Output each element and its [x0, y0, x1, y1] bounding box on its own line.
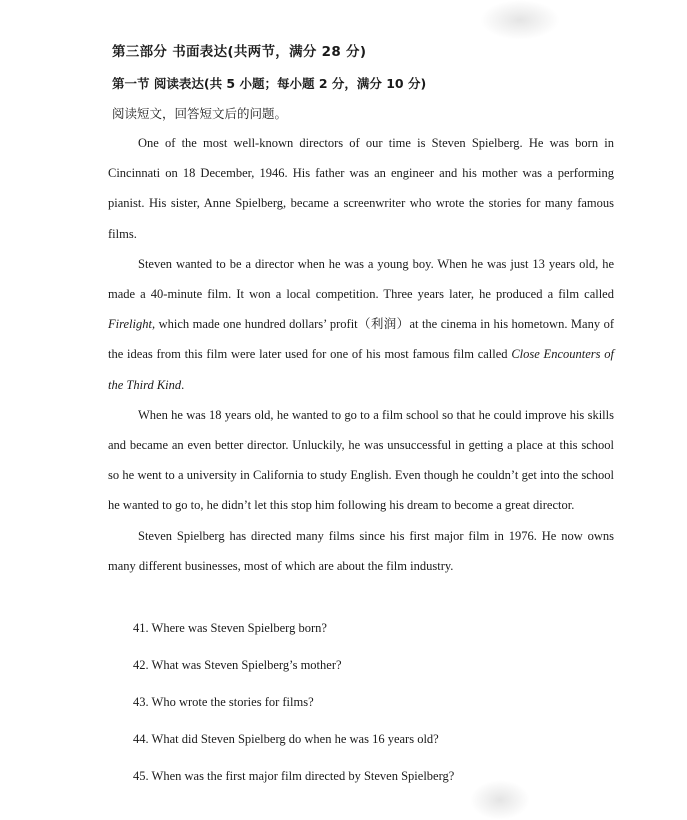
question-list: [133, 618, 454, 803]
subsection-title: 第一节 阅读表达(共 5 小题；每小题 2 分，满分 10 分): [112, 76, 427, 91]
passage-text: .: [181, 377, 185, 392]
question-43: 43. Who wrote the stories for films?: [133, 695, 314, 709]
question-41: 41. Where was Steven Spielberg born?: [133, 621, 327, 635]
instruction-text: 阅读短文，回答短文后的问题。: [112, 106, 288, 121]
passage-text: which made one hundred dollars’ profit（利润）at the cinema in his hometown. Many of the ideas from this film were later used for one of his most famous film called: [108, 317, 614, 362]
passage-paragraph-3: When he was 18 years old, he wanted to go to a film school so that he could improve his skills and became an even better director. Unluckily, he was unsuccessful in getting a place at this school so he went to a university in California to study English. Even though he couldn’t get into the school he wanted to go to, he didn’t let this stop him following his dream to become a great director.: [108, 407, 614, 513]
question-42: 42. What was Steven Spielberg’s mother?: [133, 658, 342, 672]
passage-paragraph-1: One of the most well-known directors of our time is Steven Spielberg. He was born in Cincinnati on 18 December, 1946. His father was an engineer and his mother was a performing pianist. His sister, Anne Spielberg, became a screenwriter who wrote the stories for many famous films.: [108, 136, 614, 241]
scan-smudge: [480, 0, 560, 40]
film-title-firelight: Firelight,: [108, 317, 156, 332]
passage-text: Steven wanted to be a director when he was a young boy. When he was just 13 years old, he made a 40-minute film. It won a local competition. Three years later, he produced a film called: [108, 256, 614, 302]
passage-paragraph-4: Steven Spielberg has directed many films since his first major film in 1976. He now owns many different businesses, most of which are about the film industry.: [108, 528, 614, 573]
film-title-close-encounters: Close Encounters of the Third Kind: [108, 347, 614, 392]
section-title: 第三部分 书面表达(共两节，满分 28 分): [112, 44, 367, 60]
question-44: 44. What did Steven Spielberg do when he was 16 years old?: [133, 732, 439, 746]
question-45: 45. When was the first major film directed by Steven Spielberg?: [133, 769, 455, 783]
reading-passage: [108, 128, 614, 581]
scan-smudge: [470, 780, 530, 820]
passage-paragraph-2: [108, 249, 614, 400]
